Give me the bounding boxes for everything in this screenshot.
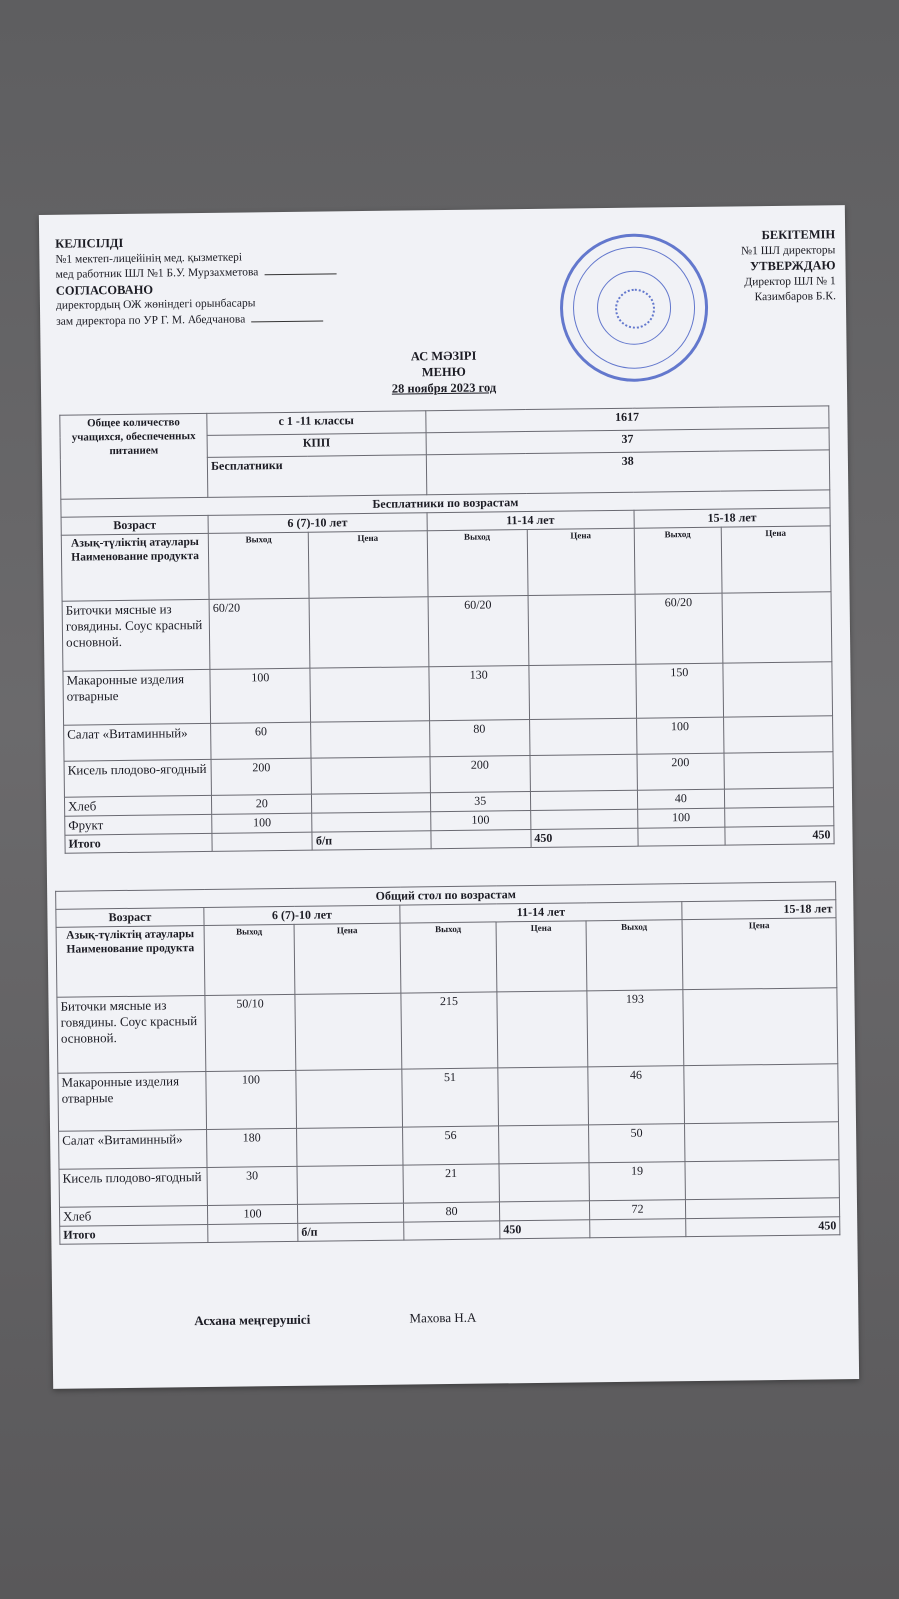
output-header: Выход: [208, 532, 309, 599]
product-name: Макаронные изделия отварные: [63, 669, 211, 725]
total-value: 450: [686, 1217, 840, 1237]
output-value: 215: [401, 992, 498, 1069]
output-value: 50/10: [205, 994, 296, 1071]
age-group: 11-14 лет: [427, 510, 634, 531]
summary-row-value: 37: [426, 428, 830, 455]
product-header: Азық-түліктің атаулары Наименование продукта: [61, 533, 209, 601]
agreed-ru: СОГЛАСОВАНО: [55, 282, 154, 298]
table-row: [57, 988, 838, 1074]
output-value: 80: [429, 720, 530, 757]
product-name: Кисель плодово-ягодный: [64, 759, 212, 797]
product-name: Хлеб: [64, 795, 211, 816]
total-value: 450: [725, 826, 834, 845]
approve-ru: УТВЕРЖДАЮ: [750, 258, 836, 274]
price-header: Цена: [294, 923, 401, 994]
output-header: Выход: [634, 527, 722, 594]
summary-row-value: 38: [426, 450, 830, 495]
price-header: Цена: [309, 531, 428, 598]
output-value: 80: [403, 1202, 499, 1222]
output-value: 100: [206, 1070, 297, 1129]
agreed-kz: КЕЛІСІЛДІ: [55, 235, 124, 251]
price-header: Цена: [496, 921, 587, 992]
age-group: 6 (7)-10 лет: [204, 905, 400, 925]
price-header: Цена: [721, 526, 831, 593]
output-value: 60: [211, 722, 312, 759]
age-group: 6 (7)-10 лет: [208, 513, 427, 534]
document-title: [41, 343, 848, 401]
approval-block-right: [741, 227, 836, 306]
output-value: 200: [637, 753, 724, 790]
price-header: Цена: [682, 918, 837, 990]
output-value: 60/20: [428, 596, 529, 667]
table-row: [63, 662, 833, 725]
director-name: Казимбаров Б.К.: [754, 290, 836, 304]
output-value: 56: [403, 1126, 499, 1165]
output-value: 100: [637, 808, 724, 828]
summary-row-name: с 1 -11 классы: [207, 411, 426, 436]
free-meals-table: [59, 405, 834, 853]
product-name: Биточки мясные из говядины. Соус красный основной.: [57, 995, 206, 1073]
output-value: 130: [428, 666, 529, 721]
students-count-label: Общее количество учащихся, обеспеченных питанием: [60, 413, 208, 499]
output-value: 100: [210, 668, 311, 723]
summary-row-name: КПП: [207, 433, 426, 458]
output-header: Выход: [586, 920, 683, 991]
output-value: 193: [587, 990, 684, 1067]
age-group: 11-14 лет: [400, 902, 682, 923]
output-value: 21: [403, 1164, 499, 1203]
menu-date: 28 ноября 2023 год: [391, 380, 497, 396]
med-worker-kz: №1 мектеп-лицейінің мед. қызметкері: [55, 250, 243, 266]
output-value: 200: [211, 758, 312, 795]
signature-name: Махова Н.А: [409, 1309, 477, 1326]
product-name: Биточки мясные из говядины. Соус красный основной.: [62, 599, 210, 671]
approve-kz: БЕКІТЕМІН: [761, 227, 836, 243]
title-kz: АС МӘЗІРІ: [410, 348, 477, 364]
deputy-ru: зам директора по УР Г. М. Абедчанова: [56, 311, 337, 330]
output-value: 60/20: [209, 598, 310, 669]
age-label: Возраст: [61, 515, 208, 535]
output-value: 100: [636, 717, 723, 754]
product-name: Салат «Витаминный»: [64, 723, 212, 761]
menu-document: [39, 205, 859, 1389]
output-value: 50: [589, 1124, 685, 1163]
summary-row-value: 1617: [425, 406, 829, 433]
total-value: б/п: [312, 831, 430, 850]
table-row: [58, 1064, 839, 1132]
output-value: 100: [207, 1204, 297, 1224]
common-table: [55, 881, 840, 1245]
age-group: 15-18 лет: [634, 508, 830, 528]
section-title: Общий стол по возрастам: [56, 882, 836, 910]
output-value: 40: [637, 789, 724, 809]
director-kz: №1 ШЛ директоры: [740, 243, 836, 257]
title-ru: МЕНЮ: [421, 364, 466, 380]
director-ru: Директор ШЛ № 1: [744, 274, 836, 288]
age-group: 15-18 лет: [682, 900, 836, 920]
output-value: 35: [430, 792, 531, 812]
med-worker-ru: мед работник ШЛ №1 Б.У. Мурзахметова: [56, 264, 337, 283]
product-name: Хлеб: [59, 1205, 207, 1226]
signature-label: Асхана меңгерушісі: [194, 1311, 311, 1329]
product-name: Салат «Витаминный»: [59, 1129, 207, 1169]
output-header: Выход: [204, 924, 295, 995]
section-title: Бесплатники по возрастам: [61, 490, 830, 517]
price-header: Цена: [527, 528, 635, 595]
output-header: Выход: [400, 922, 497, 993]
age-label: Возраст: [56, 908, 204, 928]
output-value: 72: [589, 1200, 685, 1220]
summary-row-name: Бесплатники: [207, 455, 426, 498]
product-name: Кисель плодово-ягодный: [59, 1167, 207, 1207]
total-value: 450: [531, 828, 638, 847]
output-value: 20: [212, 794, 313, 814]
output-value: 51: [402, 1068, 499, 1127]
total-value: 450: [500, 1220, 590, 1239]
total-label: Итого: [60, 1224, 208, 1244]
total-value: б/п: [298, 1222, 404, 1241]
output-value: 200: [430, 756, 531, 793]
output-value: 60/20: [635, 593, 723, 664]
output-value: 100: [430, 811, 531, 831]
output-value: 150: [636, 663, 724, 718]
deputy-kz: директордың ОЖ жөніндегі орынбасары: [55, 297, 256, 312]
product-header: Азық-түліктің атаулары Наименование продукта: [56, 926, 205, 998]
product-name: Макаронные изделия отварные: [58, 1071, 207, 1131]
table-row: [62, 592, 832, 671]
signature-line: [194, 1310, 476, 1329]
output-header: Выход: [427, 530, 528, 597]
approval-block-left: [55, 233, 337, 329]
product-name: Фрукт: [65, 814, 212, 835]
output-value: 180: [207, 1128, 297, 1167]
total-label: Итого: [65, 833, 212, 853]
output-value: 30: [207, 1166, 297, 1205]
output-value: 46: [588, 1066, 685, 1125]
output-value: 19: [589, 1162, 685, 1201]
output-value: 100: [212, 813, 313, 833]
